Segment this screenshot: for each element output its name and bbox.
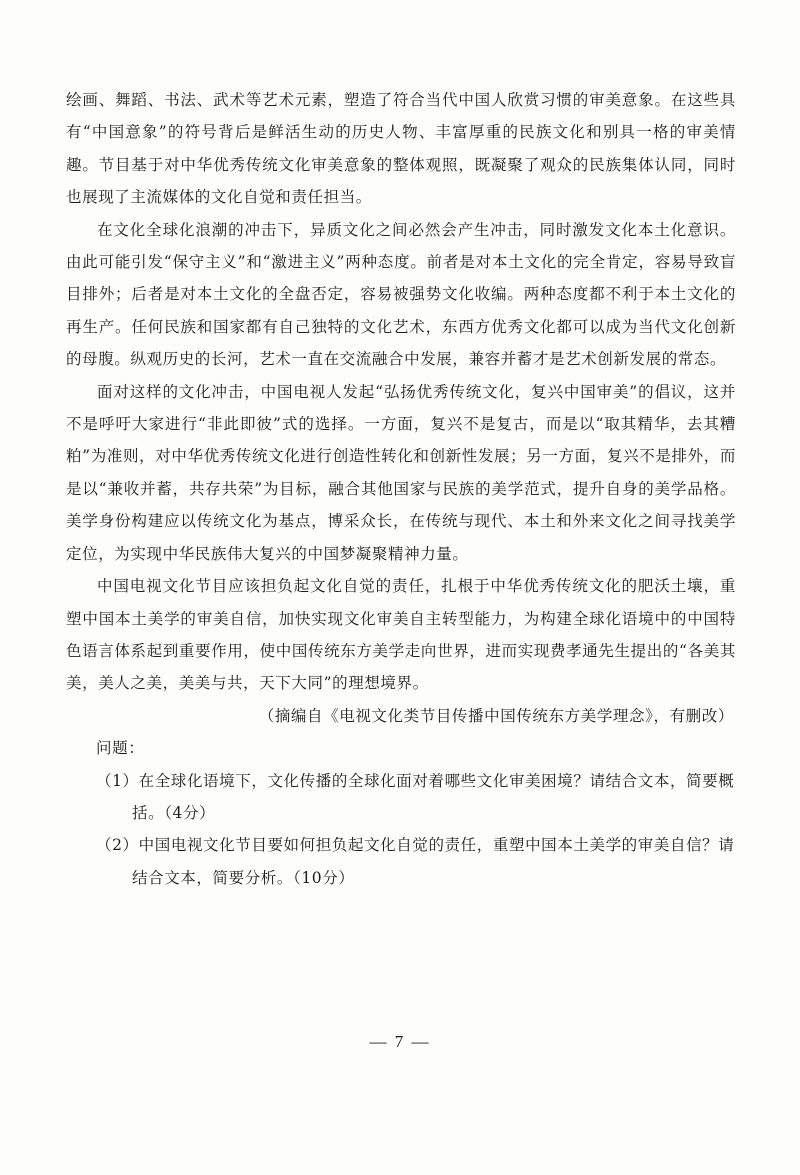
passage-body [66,84,736,894]
questions-heading: 问题： [96,739,145,758]
paragraph-2: 在文化全球化浪潮的冲击下，异质文化之间必然会产生冲击，同时激发文化本土化意识。由此可能引发“保守主义”和“激进主义”两种态度。前者是对本土文化的完全肯定，容易导致盲目排外；后者是对本土文化的全盘否定，容易被强势文化收编。两种态度都不利于本土文化的再生产。任何民族和国家都有自己独特的文化艺术，东西方优秀文化都可以成为当代文化创新的母腹。纵观历史的长河，艺术一直在交流融合中发展，兼容并蓄才是艺术创新发展的常态。 [66,220,736,369]
paragraph-3: 面对这样的文化冲击，中国电视人发起“弘扬优秀传统文化，复兴中国审美”的倡议，这并不是呼吁大家进行“非此即彼”式的选择。一方面，复兴不是复古，而是以“取其精华，去其糟粕”为准则，对中华优秀传统文化进行创造性转化和创新性发展；另一方面，复兴不是排外，而是以“兼收并蓄，共存共荣”为目标，融合其他国家与民族的美学范式，提升自身的美学品格。美学身份构建应以传统文化为基点，博采众长，在传统与现代、本土和外来文化之间寻找美学定位，为实现中华民族伟大复兴的中国梦凝聚精神力量。 [66,382,736,563]
question-1: （1）在全球化语境下，文化传播的全球化面对着哪些文化审美困境？请结合文本，简要概括。（4分） [96,771,735,822]
paragraph-1: 绘画、舞蹈、书法、武术等艺术元素，塑造了符合当代中国人欣赏习惯的审美意象。在这些具有“中国意象”的符号背后是鲜活生动的历史人物、丰富厚重的民族文化和别具一格的审美情趣。节目基于对中华优秀传统文化审美意象的整体观照，既凝聚了观众的民族集体认同，同时也展现了主流媒体的文化自觉和责任担当。 [66,91,736,207]
source-citation: （摘编自《电视文化类节目传播中国传统东方美学理念》，有删改） [258,706,734,725]
page-number: — 7 — [369,1032,431,1051]
paragraph-4: 中国电视文化节目应该担负起文化自觉的责任，扎根于中华优秀传统文化的肥沃土壤，重塑中国本土美学的审美自信，加快实现文化审美自主转型能力，为构建全球化语境中的中国特色语言体系起到重要作用，使中国传统东方美学走向世界，进而实现费孝通先生提出的“各美其美，美人之美，美美与共，天下大同”的理想境界。 [66,577,736,693]
question-2: （2）中国电视文化节目要如何担负起文化自觉的责任，重塑中国本土美学的审美自信？请结合文本，简要分析。（10分） [96,836,735,887]
